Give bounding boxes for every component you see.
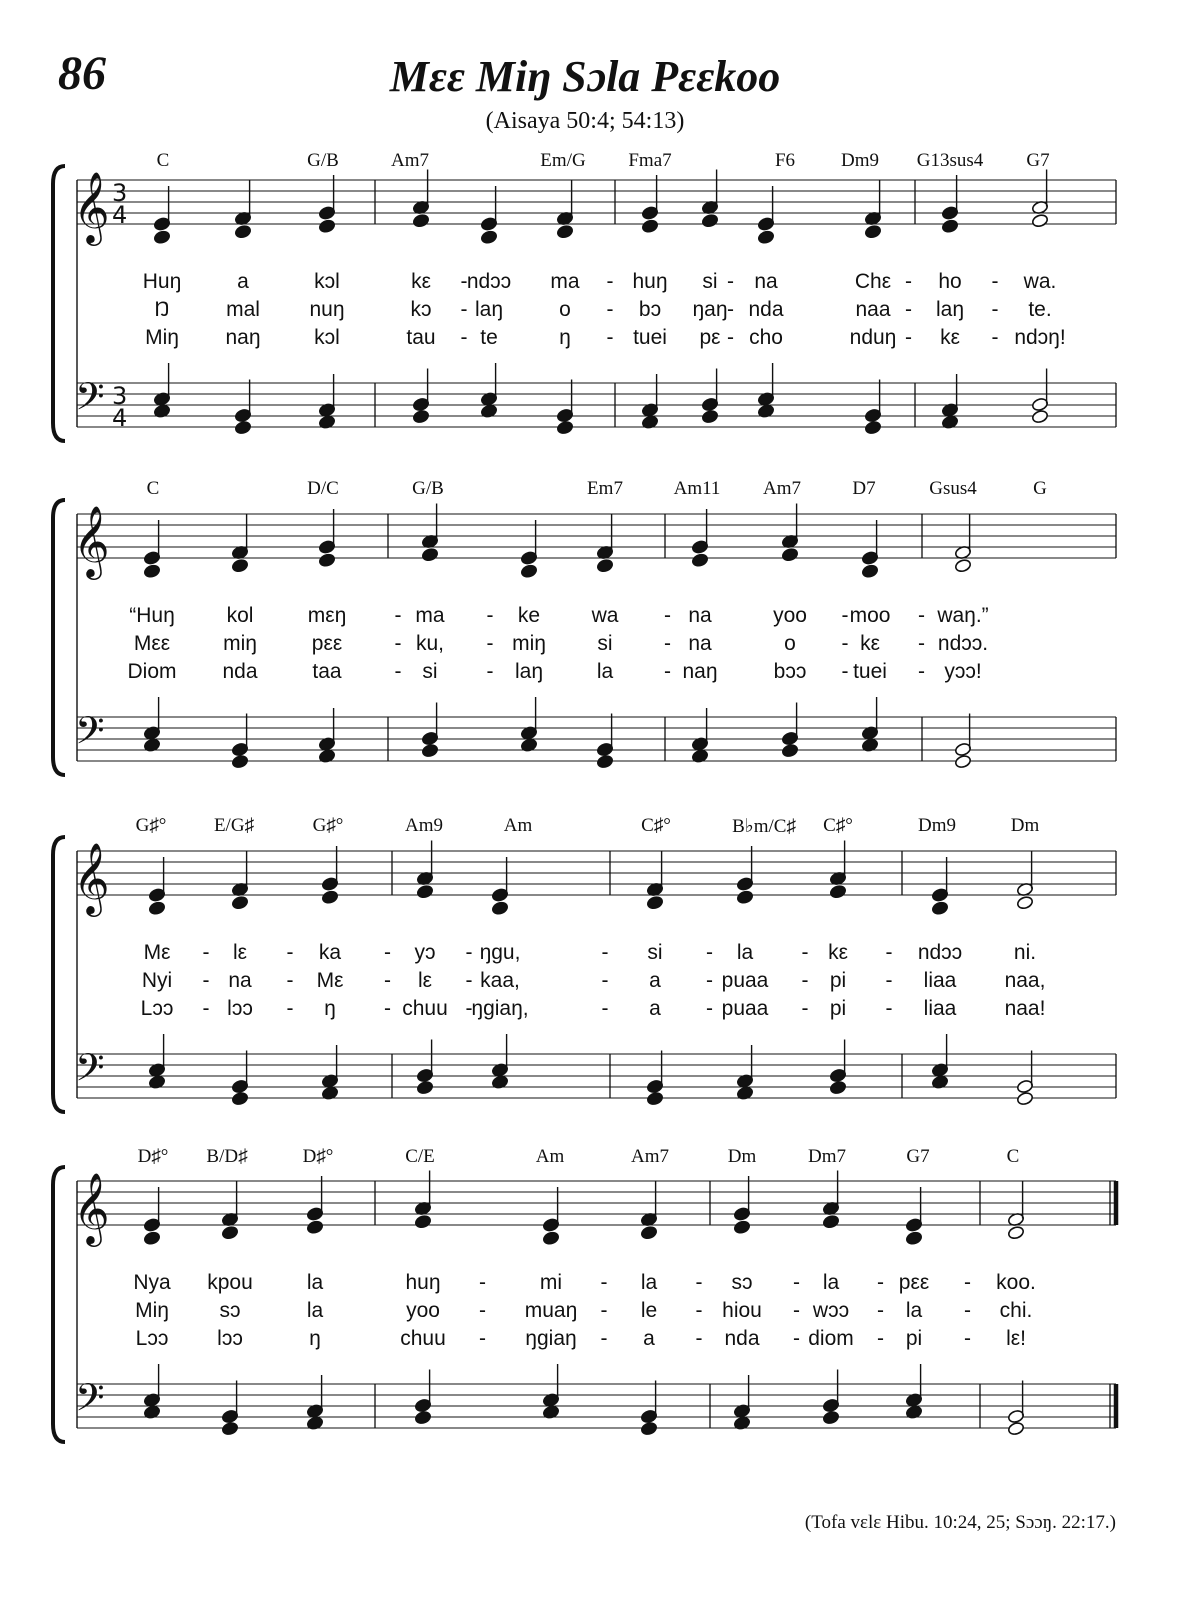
lyric-verse-1: wa <box>591 604 619 627</box>
lyric-verse-2: na <box>688 632 712 655</box>
lyric-verse-2: miŋ <box>223 632 257 655</box>
chord-symbol: C♯° <box>641 815 671 836</box>
lyric-hyphen: - <box>286 997 294 1020</box>
lyric-hyphen: - <box>606 326 614 349</box>
notehead <box>822 1410 839 1425</box>
chord-symbol: G♯° <box>312 815 344 836</box>
lyric-verse-3: pε <box>699 326 721 349</box>
lyric-hyphen: - <box>801 941 809 964</box>
lyric-verse-1: waŋ.” <box>937 604 989 627</box>
lyric-verse-3: kɔl <box>314 326 340 349</box>
lyric-verse-2: sɔ <box>219 1299 241 1322</box>
lyric-verse-3: pi <box>829 997 847 1020</box>
lyric-verse-3: si <box>422 660 438 683</box>
scripture-reference: (Aisaya 50:4; 54:13) <box>485 108 685 134</box>
time-signature-top: 3 <box>112 179 128 207</box>
chord-symbol: D/C <box>307 478 339 499</box>
lyric-verse-3: ndɔŋ! <box>1014 326 1066 349</box>
lyric-hyphen: - <box>600 1327 608 1350</box>
lyric-hyphen: - <box>486 632 494 655</box>
lyric-hyphen: - <box>606 298 614 321</box>
lyric-hyphen: - <box>600 1271 608 1294</box>
lyric-hyphen: - <box>460 326 468 349</box>
lyric-verse-1: la <box>822 1271 840 1294</box>
lyric-hyphen: - <box>695 1299 703 1322</box>
time-signature-top: 3 <box>112 382 128 410</box>
lyric-hyphen: - <box>384 941 391 964</box>
lyric-verse-3: a <box>649 997 661 1020</box>
lyric-verse-2: le <box>640 1299 658 1322</box>
lyric-verse-1: lε <box>232 941 248 964</box>
lyric-hyphen: - <box>202 997 210 1020</box>
lyric-verse-1: na <box>754 270 778 293</box>
chord-symbol: C/E <box>405 1146 435 1167</box>
system-bracket <box>53 1167 65 1442</box>
lyric-verse-1: ndɔɔ <box>466 270 512 293</box>
lyric-verse-2: la <box>905 1299 923 1322</box>
lyric-verse-2: Miŋ <box>135 1299 169 1322</box>
time-signature-bottom: 4 <box>112 201 128 229</box>
lyric-hyphen: - <box>905 298 912 321</box>
notehead <box>414 1214 431 1229</box>
chord-symbol: C <box>1006 1146 1020 1167</box>
lyric-verse-3: tuei <box>853 660 887 683</box>
lyric-verse-2: Mε <box>316 969 344 992</box>
lyric-verse-3: ŋgiaŋ <box>525 1327 577 1350</box>
lyric-verse-3: nduŋ <box>849 326 897 349</box>
lyric-verse-2: ku, <box>415 632 445 655</box>
lyric-hyphen: - <box>991 326 999 349</box>
lyric-hyphen: - <box>877 1299 884 1322</box>
chord-symbol: Am7 <box>391 150 429 171</box>
treble-clef-icon: 𝄞 <box>73 1171 110 1244</box>
lyric-verse-3: a <box>643 1327 655 1350</box>
chord-symbol: Dm <box>1010 815 1040 836</box>
lyric-verse-3: ŋ <box>324 997 336 1020</box>
lyric-verse-3: kε <box>940 326 960 349</box>
lyric-verse-1: koo. <box>996 1271 1036 1294</box>
lyric-verse-1: ndɔɔ <box>917 941 963 964</box>
lyric-verse-2: o <box>559 298 571 321</box>
lyric-hyphen: - <box>394 632 402 655</box>
lyric-verse-2: wɔɔ <box>812 1299 850 1322</box>
lyric-hyphen: - <box>465 997 473 1020</box>
lyric-hyphen: - <box>202 969 210 992</box>
notehead <box>542 1231 559 1246</box>
lyric-verse-1: ni. <box>1013 941 1037 964</box>
lyric-verse-1: Huŋ <box>142 270 182 293</box>
treble-clef-icon: 𝄞 <box>73 841 110 914</box>
lyric-hyphen: - <box>606 270 614 293</box>
lyric-hyphen: - <box>991 270 999 293</box>
lyric-hyphen: - <box>727 326 734 349</box>
chord-symbol: Dm9 <box>918 815 956 836</box>
lyric-verse-3: bɔɔ <box>773 660 807 683</box>
lyric-verse-1: “Huŋ <box>129 604 175 627</box>
lyric-hyphen: - <box>841 632 849 655</box>
lyric-verse-2: miŋ <box>512 632 546 655</box>
lyric-verse-2: naa, <box>1004 969 1046 992</box>
notehead <box>1007 1421 1024 1436</box>
lyric-hyphen: - <box>384 997 391 1020</box>
lyric-verse-2: a <box>649 969 661 992</box>
lyric-hyphen: - <box>479 1271 486 1294</box>
lyric-hyphen: - <box>460 298 468 321</box>
lyric-verse-2: nda <box>748 298 784 321</box>
lyric-verse-1: moo <box>849 604 891 627</box>
chord-symbol: D7 <box>852 478 876 499</box>
lyric-verse-1: la <box>306 1271 324 1294</box>
lyric-verse-1: kpou <box>207 1271 253 1294</box>
lyric-hyphen: - <box>601 941 609 964</box>
lyric-hyphen: - <box>964 1327 971 1350</box>
lyric-verse-1: huŋ <box>632 270 668 293</box>
lyric-verse-2: hiou <box>722 1299 762 1322</box>
lyric-verse-3: naŋ <box>225 326 261 349</box>
lyric-verse-3: chuu <box>400 1327 446 1350</box>
lyric-hyphen: - <box>964 1299 971 1322</box>
lyric-verse-2: Mεε <box>133 632 171 655</box>
lyric-verse-3: Miŋ <box>145 326 179 349</box>
chord-symbol: Am11 <box>673 478 721 499</box>
lyric-verse-1: huŋ <box>405 1271 441 1294</box>
lyric-hyphen: - <box>801 969 809 992</box>
lyric-verse-1: yoo <box>773 604 807 627</box>
lyric-verse-2: kɔ <box>410 298 432 321</box>
lyric-hyphen: - <box>793 1327 800 1350</box>
lyric-hyphen: - <box>918 660 925 683</box>
lyric-verse-2: muaŋ <box>524 1299 578 1322</box>
notehead <box>143 1231 160 1246</box>
lyric-hyphen: - <box>801 997 809 1020</box>
lyric-hyphen: - <box>964 1271 971 1294</box>
chord-symbol: D♯° <box>137 1146 169 1167</box>
chord-symbol: B♭m/C♯ <box>732 816 796 837</box>
lyric-verse-1: la <box>736 941 754 964</box>
chord-symbol: G/B <box>307 150 339 171</box>
lyric-hyphen: - <box>918 604 925 627</box>
lyric-hyphen: - <box>460 270 468 293</box>
footer-reference: (Tofa vεlε Hibu. 10:24, 25; Sɔɔŋ. 22:17.) <box>804 1512 1116 1533</box>
lyric-verse-2: ŋaŋ <box>692 298 728 321</box>
lyric-verse-3: Lɔɔ <box>140 997 174 1020</box>
lyric-verse-2: ndɔɔ. <box>937 632 989 655</box>
notehead <box>221 1225 238 1240</box>
chord-symbol: Am <box>503 815 533 836</box>
lyric-verse-3: tau <box>406 326 436 349</box>
treble-clef-icon: 𝄞 <box>73 504 110 577</box>
lyric-hyphen: - <box>394 604 402 627</box>
chord-symbol: C <box>156 150 170 171</box>
chord-symbol: E/G♯ <box>213 815 255 836</box>
lyric-hyphen: - <box>885 941 893 964</box>
lyric-verse-2: naa <box>855 298 891 321</box>
lyric-verse-2: pεε <box>311 632 343 655</box>
notehead <box>822 1214 839 1229</box>
lyric-verse-2: nuŋ <box>309 298 345 321</box>
chord-symbol: Fma7 <box>628 150 672 171</box>
lyric-verse-1: kol <box>226 604 254 627</box>
chord-symbol: G <box>1033 478 1047 499</box>
lyric-verse-1: Nya <box>133 1271 171 1294</box>
chord-symbol: Am7 <box>631 1146 669 1167</box>
lyric-verse-3: Diom <box>127 660 177 683</box>
lyric-verse-3: taa <box>312 660 342 683</box>
lyric-hyphen: - <box>286 969 294 992</box>
chord-symbol: Gsus4 <box>929 478 977 499</box>
lyric-verse-3: naa! <box>1004 997 1046 1020</box>
chord-symbol: G♯° <box>135 815 167 836</box>
lyric-hyphen: - <box>695 1271 703 1294</box>
lyric-hyphen: - <box>706 997 713 1020</box>
lyric-verse-3: yɔɔ! <box>944 660 982 683</box>
bass-clef-icon: 𝄢 <box>75 374 105 428</box>
lyric-verse-1: Mε <box>143 941 171 964</box>
lyric-verse-3: naŋ <box>682 660 718 683</box>
chord-symbol: Am9 <box>405 815 443 836</box>
lyric-hyphen: - <box>905 270 912 293</box>
lyric-hyphen: - <box>286 941 294 964</box>
lyric-verse-3: tuei <box>633 326 667 349</box>
notehead <box>640 1421 657 1436</box>
lyric-verse-1: ho <box>938 270 962 293</box>
time-signature-bottom: 4 <box>112 404 128 432</box>
lyric-verse-1: la <box>640 1271 658 1294</box>
notehead <box>733 1220 750 1235</box>
lyric-hyphen: - <box>918 632 925 655</box>
lyric-verse-2: te. <box>1028 298 1052 321</box>
notehead <box>221 1421 238 1436</box>
lyric-hyphen: - <box>465 969 473 992</box>
chord-symbol: C <box>146 478 160 499</box>
lyric-hyphen: - <box>465 941 473 964</box>
lyric-verse-3: diom <box>808 1327 854 1350</box>
lyric-verse-2: kaa, <box>480 969 520 992</box>
lyric-verse-2: liaa <box>923 969 957 992</box>
chord-symbol: B/D♯ <box>206 1146 248 1167</box>
song-number: 86 <box>58 47 106 100</box>
lyric-hyphen: - <box>486 604 494 627</box>
lyric-verse-3: ŋ <box>559 326 571 349</box>
chord-symbol: Dm <box>727 1146 757 1167</box>
lyric-verse-2: lε <box>417 969 433 992</box>
lyric-hyphen: - <box>601 997 609 1020</box>
lyric-hyphen: - <box>202 941 210 964</box>
lyric-hyphen: - <box>841 604 849 627</box>
lyric-verse-2: yoo <box>406 1299 440 1322</box>
lyric-verse-3: ŋgiaŋ, <box>471 997 529 1020</box>
chord-symbol: Em/G <box>540 150 586 171</box>
lyric-hyphen: - <box>793 1299 800 1322</box>
lyric-hyphen: - <box>695 1327 703 1350</box>
lyric-hyphen: - <box>727 270 734 293</box>
lyric-hyphen: - <box>664 632 671 655</box>
lyric-verse-2: pi <box>829 969 847 992</box>
lyric-hyphen: - <box>885 997 893 1020</box>
lyric-verse-3: liaa <box>923 997 957 1020</box>
chord-symbol: G/B <box>412 478 444 499</box>
chord-symbol: Em7 <box>587 478 623 499</box>
lyric-verse-2: kε <box>860 632 880 655</box>
lyric-hyphen: - <box>664 660 671 683</box>
lyric-verse-3: te <box>480 326 498 349</box>
lyric-hyphen: - <box>479 1299 486 1322</box>
lyric-verse-2: la <box>306 1299 324 1322</box>
chord-symbol: Dm9 <box>841 150 879 171</box>
lyric-hyphen: - <box>877 1327 884 1350</box>
bass-clef-icon: 𝄢 <box>75 708 105 762</box>
lyric-hyphen: - <box>479 1327 486 1350</box>
lyric-verse-2: bɔ <box>638 298 662 321</box>
lyric-verse-3: pi <box>905 1327 923 1350</box>
lyric-verse-1: mi <box>539 1271 563 1294</box>
lyric-verse-3: la <box>596 660 614 683</box>
chord-symbol: G7 <box>906 1146 930 1167</box>
lyric-hyphen: - <box>486 660 494 683</box>
lyric-verse-1: kε <box>411 270 431 293</box>
lyric-verse-2: chi. <box>999 1299 1033 1322</box>
lyric-verse-1: Chε <box>854 270 892 293</box>
lyric-verse-1: wa. <box>1023 270 1057 293</box>
lyric-verse-3: cho <box>749 326 783 349</box>
lyric-hyphen: - <box>706 969 713 992</box>
lyric-hyphen: - <box>600 1299 608 1322</box>
chord-symbol: G7 <box>1026 150 1050 171</box>
lyric-verse-3: lɔɔ <box>227 997 253 1020</box>
lyric-hyphen: - <box>841 660 849 683</box>
song-title: Mεε Miŋ Sɔla Pεεkoo <box>389 52 781 101</box>
lyric-verse-3: nda <box>724 1327 760 1350</box>
notehead <box>414 1410 431 1425</box>
treble-clef-icon: 𝄞 <box>73 170 110 243</box>
lyric-hyphen: - <box>793 1271 800 1294</box>
lyric-verse-3: puaa <box>721 997 769 1020</box>
lyric-hyphen: - <box>394 660 402 683</box>
lyric-verse-1: a <box>237 270 249 293</box>
lyric-verse-1: yɔ <box>414 941 436 964</box>
bass-clef-icon: 𝄢 <box>75 1375 105 1429</box>
lyric-verse-1: na <box>688 604 712 627</box>
lyric-verse-1: ma <box>415 604 445 627</box>
lyric-verse-2: Nyi <box>141 969 173 992</box>
lyric-hyphen: - <box>877 1271 884 1294</box>
lyric-verse-3: lɔɔ <box>217 1327 243 1350</box>
lyric-verse-2: Ŋ <box>154 298 170 321</box>
lyric-verse-2: laŋ <box>935 298 965 321</box>
lyric-verse-1: kε <box>828 941 848 964</box>
lyric-hyphen: - <box>991 298 999 321</box>
lyric-verse-3: laŋ <box>514 660 544 683</box>
chord-symbol: Dm7 <box>808 1146 846 1167</box>
notehead <box>1007 1225 1024 1240</box>
lyric-hyphen: - <box>664 604 671 627</box>
lyric-verse-1: mεŋ <box>307 604 347 627</box>
chord-symbol: C♯° <box>823 815 853 836</box>
lyric-hyphen: - <box>905 326 912 349</box>
lyric-hyphen: - <box>885 969 893 992</box>
lyric-verse-2: mal <box>226 298 260 321</box>
lyric-verse-3: Lɔɔ <box>135 1327 169 1350</box>
notehead <box>905 1231 922 1246</box>
lyric-verse-1: si <box>647 941 663 964</box>
chord-symbol: Am7 <box>763 478 801 499</box>
lyric-hyphen: - <box>601 969 609 992</box>
lyric-verse-2: puaa <box>721 969 769 992</box>
lyric-verse-3: ŋ <box>309 1327 321 1350</box>
lyric-verse-1: ŋgu, <box>479 941 521 964</box>
chord-symbol: G13sus4 <box>916 150 984 171</box>
lyric-verse-2: laŋ <box>474 298 504 321</box>
lyric-verse-1: ka <box>318 941 342 964</box>
chord-symbol: Am <box>535 1146 565 1167</box>
bass-clef-icon: 𝄢 <box>75 1045 105 1099</box>
chord-symbol: D♯° <box>302 1146 334 1167</box>
lyric-verse-1: si <box>702 270 718 293</box>
notehead <box>640 1225 657 1240</box>
lyric-hyphen: - <box>727 298 734 321</box>
lyric-hyphen: - <box>384 969 391 992</box>
lyric-verse-1: ke <box>517 604 541 627</box>
lyric-verse-1: ma <box>550 270 580 293</box>
notehead <box>306 1220 323 1235</box>
lyric-verse-1: kɔl <box>314 270 340 293</box>
lyric-verse-3: chuu <box>402 997 448 1020</box>
lyric-verse-2: na <box>228 969 252 992</box>
lyric-verse-1: pεε <box>898 1271 930 1294</box>
lyric-verse-3: nda <box>222 660 258 683</box>
lyric-hyphen: - <box>706 941 713 964</box>
lyric-verse-2: o <box>784 632 796 655</box>
lyric-verse-2: si <box>597 632 613 655</box>
lyric-verse-1: sɔ <box>731 1271 753 1294</box>
chord-symbol: F6 <box>774 150 796 171</box>
lyric-verse-3: lε! <box>1006 1327 1026 1350</box>
